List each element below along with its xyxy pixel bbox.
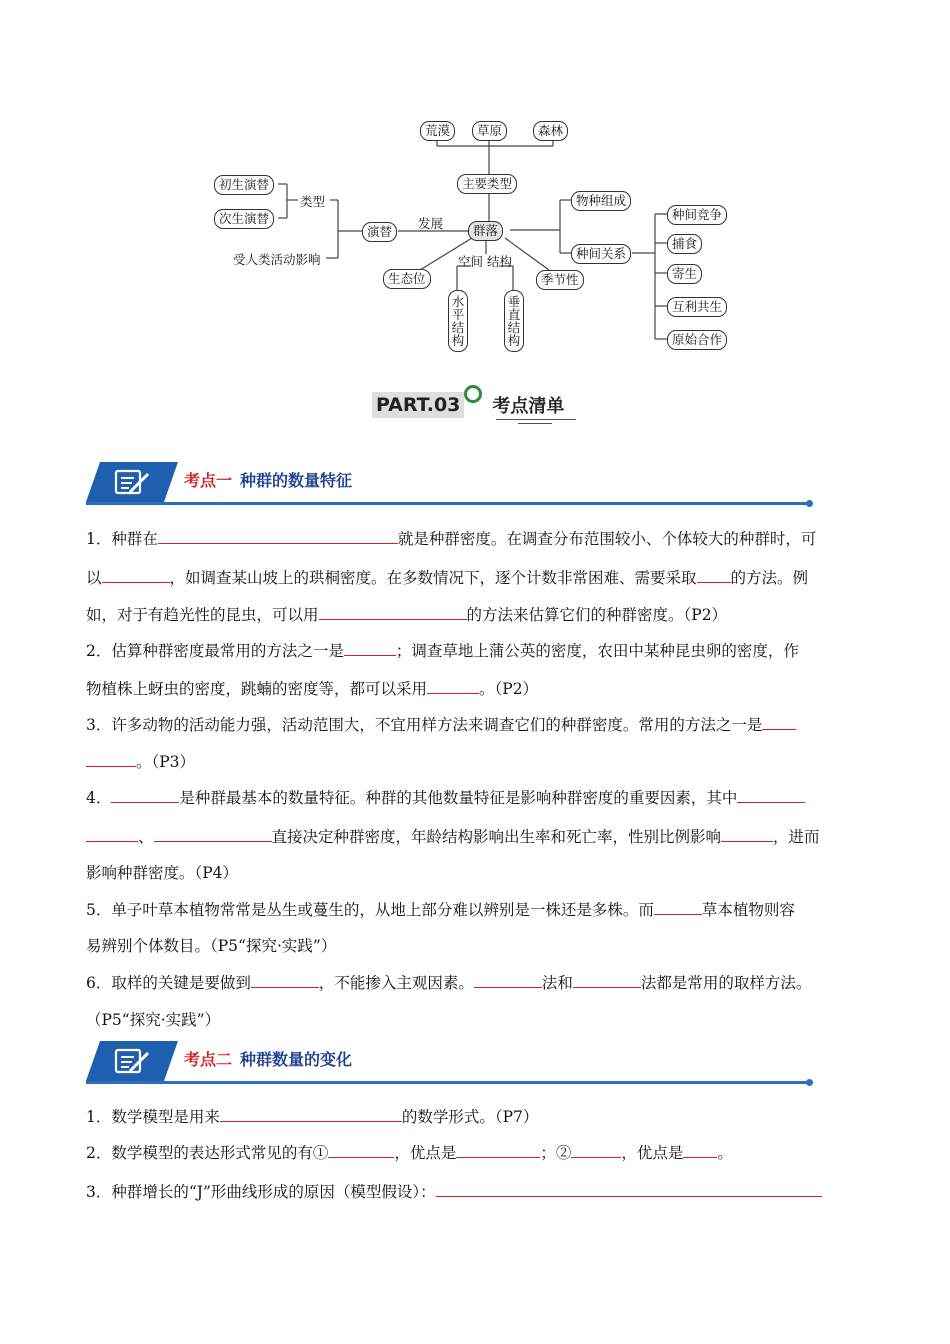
node-secondary-succession: 次生演替: [214, 209, 274, 229]
paragraph-line: 。（P3）: [86, 750, 866, 773]
node-predation: 捕食: [667, 234, 702, 254]
node-vertical-structure: 垂直结构: [504, 290, 524, 352]
fill-blank[interactable]: [737, 786, 805, 803]
section-header-1: [86, 462, 816, 506]
node-primary-succession: 初生演替: [214, 175, 274, 195]
paragraph-line: 以 ，如调查某山坡上的珙桐密度。在多数情况下，逐个计数非常困难、需要采取 的方法。例: [86, 566, 866, 589]
node-mutualism: 互利共生: [667, 297, 727, 317]
paragraph-line: 物植株上蚜虫的密度，跳蝻的密度等，都可以采用 。（P2）: [86, 677, 866, 700]
section-title-2: 考点二 种群数量的变化: [184, 1050, 353, 1069]
fill-blank[interactable]: [474, 971, 542, 988]
paragraph-line: 4． 是种群最基本的数量特征。种群的其他数量特征是影响种群密度的重要因素，其中: [86, 786, 866, 809]
paragraph-line: 3．许多动物的活动能力强，活动范围大，不宜用样方法来调查它们的种群密度。常用的方法之一是: [86, 713, 866, 736]
fill-blank[interactable]: [762, 713, 796, 730]
fill-blank[interactable]: [319, 603, 467, 620]
paragraph-line: 2．估算种群密度最常用的方法之一是 ；调查草地上蒲公英的密度，农田中某种昆虫卵的密度，作: [86, 639, 866, 662]
label-spatial-structure: 空间 结构: [458, 254, 512, 269]
node-succession: 演替: [362, 222, 397, 242]
fill-blank[interactable]: [654, 898, 702, 915]
fill-blank[interactable]: [102, 566, 170, 583]
concept-map: [0, 0, 950, 370]
paragraph-line: 6．取样的关键是要做到 ，不能掺入主观因素。 法和 法都是常用的取样方法。: [86, 971, 866, 994]
paragraph-line: 、 直接决定种群密度，年龄结构影响出生率和死亡率，性别比例影响 ，进而: [86, 825, 866, 848]
fill-blank[interactable]: [86, 750, 136, 767]
fill-blank[interactable]: [571, 1141, 621, 1158]
node-community: 群落: [468, 221, 503, 241]
node-grassland: 草原: [472, 121, 507, 141]
fill-blank[interactable]: [344, 639, 396, 656]
label-type: 类型: [300, 194, 326, 209]
node-parasitism: 寄生: [667, 264, 702, 284]
paragraph-line: 3．种群增长的“J”形曲线形成的原因（模型假设）：: [86, 1180, 866, 1203]
fill-blank[interactable]: [328, 1141, 394, 1158]
fill-blank[interactable]: [683, 1141, 717, 1158]
paragraph-line: 2．数学模型的表达形式常见的有① ，优点是 ；② ，优点是 。: [86, 1141, 866, 1164]
fill-blank[interactable]: [220, 1105, 402, 1122]
fill-blank[interactable]: [427, 677, 479, 694]
node-main-type: 主要类型: [457, 174, 517, 194]
fill-blank[interactable]: [111, 786, 179, 803]
section-rule-dot: [806, 1079, 813, 1086]
part-heading: [372, 390, 564, 420]
paragraph-line: 1．数学模型是用来 的数学形式。（P7）: [86, 1105, 866, 1128]
fill-blank[interactable]: [456, 1141, 540, 1158]
paragraph-line: 1．种群在 就是种群密度。在调查分布范围较小、个体较大的种群时，可: [86, 527, 866, 550]
node-desert: 荒漠: [420, 121, 455, 141]
fill-blank[interactable]: [697, 566, 731, 583]
node-horizontal-structure: 水平结构: [448, 290, 468, 352]
paragraph-line: 5．单子叶草本植物常常是丛生或蔓生的，从地上部分难以辨别是一株还是多株。而 草本植物则容: [86, 898, 866, 921]
notepad-icon: [86, 1041, 178, 1081]
node-interspecific-relation: 种间关系: [571, 244, 631, 264]
section-rule: [86, 502, 810, 505]
fill-blank[interactable]: [158, 527, 398, 544]
label-develop: 发展: [418, 216, 444, 231]
section-rule: [86, 1081, 810, 1084]
section-title-1: 考点一 种群的数量特征: [184, 471, 353, 490]
part-label: PART.03: [372, 392, 464, 418]
fill-blank[interactable]: [436, 1180, 822, 1197]
ring-icon: [464, 385, 482, 403]
node-competition: 种间竞争: [667, 205, 727, 225]
fill-blank[interactable]: [251, 971, 319, 988]
fill-blank[interactable]: [154, 825, 272, 842]
part-underline-short: [518, 423, 552, 424]
node-forest: 森林: [533, 121, 568, 141]
paragraph-line: 影响种群密度。（P4）: [86, 864, 239, 882]
paragraph-line: （P5“探究·实践”）: [86, 1011, 221, 1029]
node-seasonality: 季节性: [536, 270, 584, 290]
part-underline: [496, 419, 576, 420]
section-rule-dot: [806, 500, 813, 507]
section-header-2: [86, 1041, 816, 1085]
label-human-impact: 受人类活动影响: [233, 252, 321, 267]
node-species-composition: 物种组成: [571, 191, 631, 211]
paragraph-line: 易辨别个体数目。（P5“探究·实践”）: [86, 937, 337, 955]
node-protocooperation: 原始合作: [667, 330, 727, 350]
part-title: 考点清单: [492, 396, 565, 417]
node-niche: 生态位: [383, 269, 431, 289]
fill-blank[interactable]: [573, 971, 641, 988]
notepad-icon: [86, 462, 178, 502]
paragraph-line: 如，对于有趋光性的昆虫，可以用 的方法来估算它们的种群密度。（P2）: [86, 603, 866, 626]
fill-blank[interactable]: [721, 825, 773, 842]
fill-blank[interactable]: [86, 825, 138, 842]
